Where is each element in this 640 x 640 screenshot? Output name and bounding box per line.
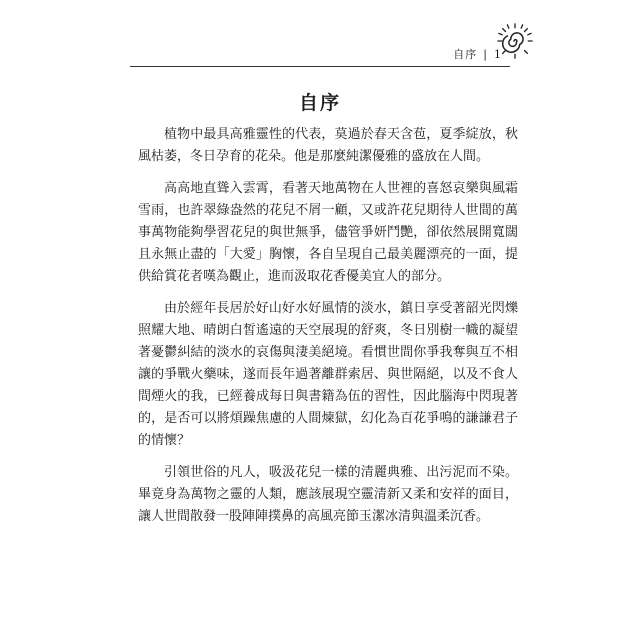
- body-text: [138, 124, 518, 538]
- header-rule: [130, 66, 510, 67]
- chapter-title: 自序: [298, 92, 341, 114]
- spiral-sun-icon: [496, 22, 534, 60]
- page-number: 1: [494, 48, 502, 61]
- paragraph: 高高地直聳入雲霄，看著天地萬物在人世裡的喜怒哀樂與風霜雪雨，也許翠綠盎然的花兒不屑一顧，又或許花兒期待人世間的萬事萬物能夠學習花兒的與世無爭，儘管爭妍鬥艷，卻依然展開寬闊且永無止盡的「大愛」胸懷，各自呈現自己最美麗漂亮的一面，提供給賞花者嘆為觀止，進而汲取花香優美宜人的部分。: [138, 181, 518, 284]
- paragraph: 植物中最具高雅靈性的代表，莫過於春天含苞，夏季綻放，秋風枯萎，冬日孕育的花朵。他是那麼純潔優雅的盛放在人間。: [138, 127, 518, 164]
- paragraph: 引領世俗的凡人，吸汲花兒一樣的清麗典雅、出污泥而不染。畢竟身為萬物之靈的人類，應該展現空靈清新又柔和安祥的面目，讓人世間散發一股陣陣撲鼻的高風亮節玉潔冰清與溫柔沉香。: [138, 465, 518, 524]
- paragraph: 由於經年長居於好山好水好風情的淡水，鎮日享受著韶光閃爍照耀大地、晴朗白皙遙遠的天空展現的舒爽，冬日別樹一幟的凝望著憂鬱糾結的淡水的哀傷與淒美絕境。看慣世間你爭我奪與互不相讓的爭戰火藥味，遂而長年過著離群索居、與世隔絕，以及不食人間煙火的我，已經養成每日與書籍為伍的習性，因此腦海中閃現著的，是否可以將煩躁焦慮的人間煉獄，幻化為百花爭鳴的謙謙君子的情懷？: [138, 301, 518, 448]
- running-head: [453, 46, 502, 62]
- header-separator: |: [483, 48, 488, 61]
- running-title: 自序: [453, 48, 478, 61]
- page-header: [130, 38, 530, 68]
